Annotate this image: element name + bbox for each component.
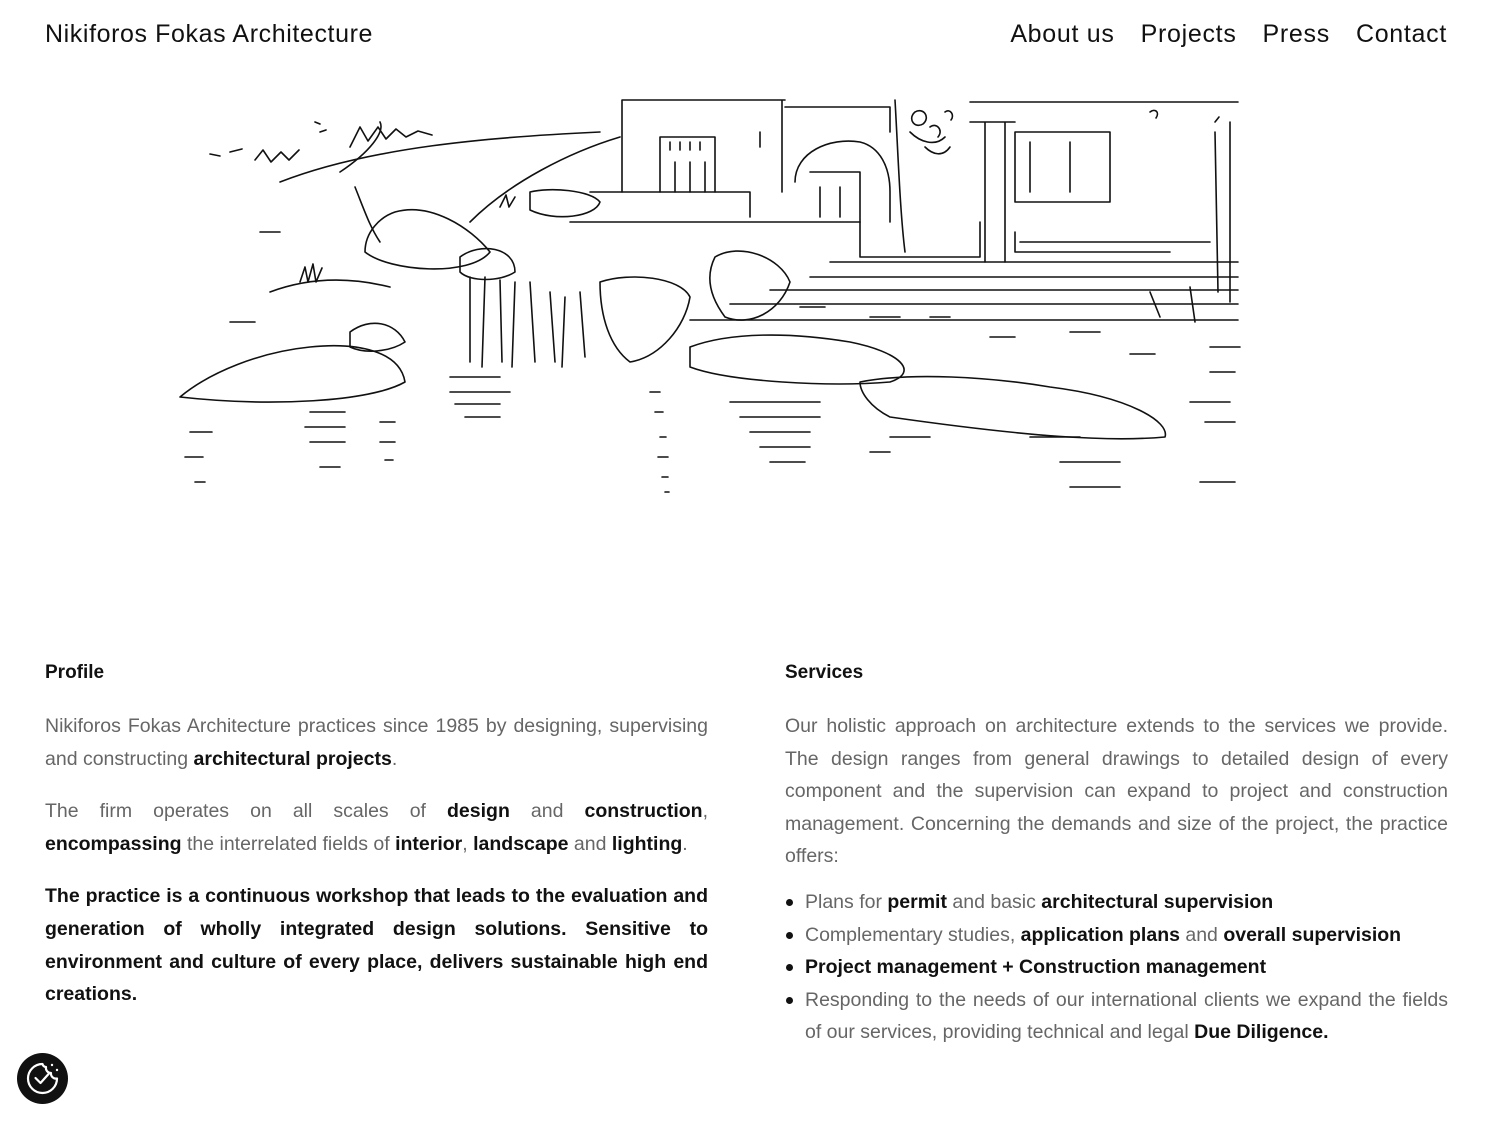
services-list-item: Project management + Construction management [785,951,1448,984]
services-list-item: Responding to the needs of our international clients we expand the fields of our services, providing technical and legal Due Diligence. [785,984,1448,1049]
site-header [0,0,1493,80]
nav-contact[interactable]: Contact [1355,20,1447,48]
services-section [785,662,1448,1049]
services-heading: Services [785,662,864,683]
profile-heading: Profile [45,662,105,683]
cookie-settings-button[interactable] [17,1053,68,1104]
profile-section [45,662,708,1031]
site-title-link[interactable]: Nikiforos Fokas Architecture [45,20,374,48]
services-list-item: Plans for permit and basic architectural supervision [785,886,1448,919]
profile-paragraph-2: The firm operates on all scales of design and construction, encompassing the interrelated fields of interior, landscape and lighting. [45,800,708,855]
services-intro: Our holistic approach on architecture extends to the services we provide. The design ranges from general drawings to detailed design of every component and the supervision can expand to project and construction management. Concerning the demands and size of the project, the practice offers: [785,715,1448,868]
cookie-consent-icon [17,1053,68,1104]
main-nav [1010,20,1447,49]
hero-sketch-image [170,92,1245,502]
nav-about-us[interactable]: About us [1010,20,1115,48]
nav-press[interactable]: Press [1262,20,1330,48]
profile-paragraph-3: The practice is a continuous workshop that leads to the evaluation and generation of wholly integrated design solutions. Sensitive to environment and culture of every place, delivers sustainable high end creations. [45,885,708,1006]
services-list [785,886,1448,1049]
services-list-item: Complementary studies, application plans and overall supervision [785,919,1448,952]
profile-paragraph-1: Nikiforos Fokas Architecture practices since 1985 by designing, supervising and constructing architectural projects. [45,715,708,770]
nav-projects[interactable]: Projects [1140,20,1237,48]
